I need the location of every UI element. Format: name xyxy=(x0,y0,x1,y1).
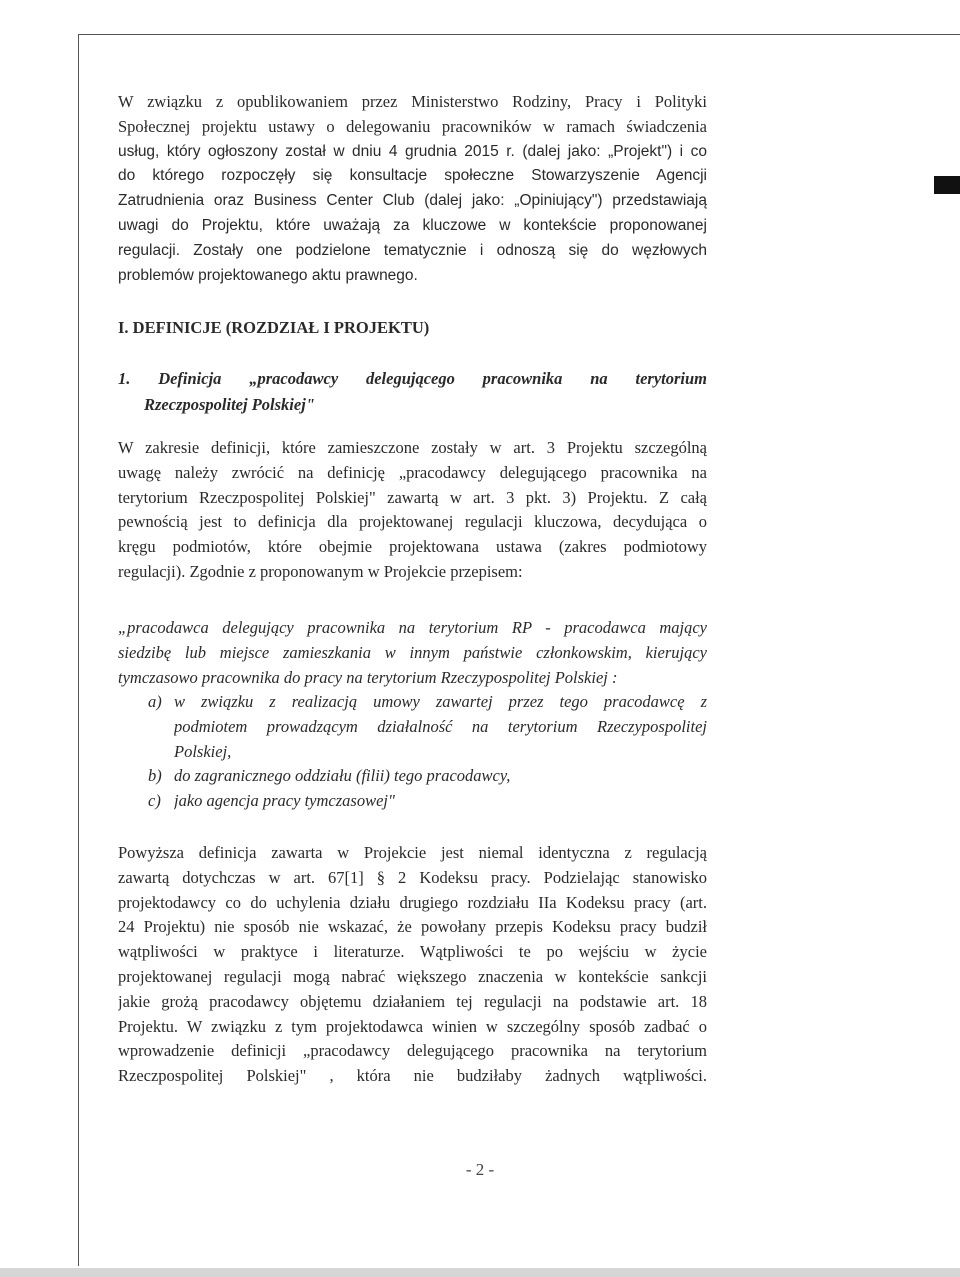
quote-line: tymczasowo pracownika do pracy na terytorium Rzeczypospolitej Polskiej : xyxy=(118,667,618,687)
analysis-paragraph xyxy=(118,841,707,1089)
paragraph-line: Projektu. W związku z tym projektodawca winien w szczególny sposób zadbać o xyxy=(118,1016,707,1036)
page-number: - 2 - xyxy=(465,1160,495,1179)
section-heading: I. DEFINICJE (ROZDZIAŁ I PROJEKTU) xyxy=(118,318,430,337)
intro-line: regulacji. Zostały one podzielone tematycznie i odnoszą się do węzłowych xyxy=(118,241,707,259)
definition-heading-line: Rzeczpospolitej Polskiej" xyxy=(144,395,315,414)
list-marker: c) xyxy=(148,791,161,811)
list-item-line: jako agencja pracy tymczasowej" xyxy=(174,791,395,811)
scan-top-rule xyxy=(78,34,960,35)
scan-left-rule xyxy=(78,34,79,1266)
intro-line: usług, który ogłoszony został w dniu 4 grudnia 2015 r. (dalej jako: „Projekt") i co xyxy=(118,142,707,160)
paragraph-line: terytorium Rzeczpospolitej Polskiej" zawartą w art. 3 pkt. 3) Projektu. Z całą xyxy=(118,487,707,507)
list-item-line: Polskiej, xyxy=(174,741,232,761)
list-item-line: do zagranicznego oddziału (filii) tego pracodawcy, xyxy=(174,766,511,786)
paragraph-line: projektodawcy co do uchylenia działu drugiego rozdziału IIa Kodeksu pracy (art. xyxy=(118,892,707,912)
paragraph-line: Rzeczpospolitej Polskiej" , która nie budziłaby żadnych wątpliwości. xyxy=(118,1066,707,1086)
list-marker: b) xyxy=(148,766,162,786)
quote-list-item xyxy=(118,690,707,764)
paragraph-line: wątpliwości w praktyce i literaturze. Wątpliwości te po wejściu w życie xyxy=(118,942,707,962)
paragraph-line: Powyższa definicja zawarta w Projekcie jest niemal identyczna z regulacją xyxy=(118,843,707,862)
paragraph-line: projektowanej regulacji mogą nabrać większego znaczenia w kontekście sankcji xyxy=(118,966,707,986)
paragraph-line: jakie grożą pracodawcy objętemu działaniem tej regulacji na podstawie art. 18 xyxy=(118,991,707,1011)
intro-line: Społecznej projektu ustawy o delegowaniu pracowników w ramach świadczenia xyxy=(118,116,707,136)
scan-edge-mark xyxy=(934,176,960,194)
intro-line: do którego rozpoczęły się konsultacje społeczne Stowarzyszenie Agencji xyxy=(118,167,707,185)
paragraph-line: 24 Projektu) nie sposób nie wskazać, że powołany przepis Kodeksu pracy budził xyxy=(118,917,707,937)
quote-line: siedzibę lub miejsce zamieszkania w innym państwie członkowskim, kierujący xyxy=(118,642,707,662)
intro-paragraph xyxy=(118,90,707,288)
paragraph-line: uwagę należy zwrócić na definicję „pracodawcy delegującego pracownika na xyxy=(118,462,707,482)
paragraph-line: pewnością jest to definicja dla projektowanej regulacji kluczowa, decydująca o xyxy=(118,512,707,532)
definition-paragraph xyxy=(118,436,707,585)
definition-heading xyxy=(118,366,707,418)
intro-line: W związku z opublikowaniem przez Ministerstwo Rodziny, Pracy i Polityki xyxy=(118,92,707,111)
scan-bottom-edge xyxy=(0,1268,960,1277)
quote-list xyxy=(118,690,707,814)
intro-line: problemów projektowanego aktu prawnego. xyxy=(118,266,418,284)
intro-line: uwagi do Projektu, które uważają za kluczowe w kontekście proponowanej xyxy=(118,216,707,234)
list-marker: a) xyxy=(148,692,162,711)
paragraph-line: wprowadzenie definicji „pracodawcy delegującego pracownika na terytorium xyxy=(118,1041,707,1061)
intro-line: Zatrudnienia oraz Business Center Club (dalej jako: „Opiniujący") przedstawiają xyxy=(118,192,707,210)
quote-line: „pracodawca delegujący pracownika na terytorium RP - pracodawca mający xyxy=(118,618,707,637)
list-item-line: w związku z realizacją umowy zawartej przez tego pracodawcę z xyxy=(174,692,707,711)
paragraph-line: zawartą dotychczas w art. 67[1] § 2 Kodeksu pracy. Podzielając stanowisko xyxy=(118,867,707,887)
paragraph-line: kręgu podmiotów, które obejmie projektowana ustawa (zakres podmiotowy xyxy=(118,537,707,557)
definition-heading-line: 1. Definicja „pracodawcy delegującego pracownika na terytorium xyxy=(118,369,707,388)
paragraph-line: W zakresie definicji, które zamieszczone zostały w art. 3 Projektu szczególną xyxy=(118,438,707,457)
quote-list-item xyxy=(118,789,707,814)
quoted-definition xyxy=(118,616,707,690)
paragraph-line: regulacji). Zgodnie z proponowanym w Projekcie przepisem: xyxy=(118,561,523,581)
quote-list-item xyxy=(118,764,707,789)
list-item-line: podmiotem prowadzącym działalność na terytorium Rzeczypospolitej xyxy=(174,716,707,736)
